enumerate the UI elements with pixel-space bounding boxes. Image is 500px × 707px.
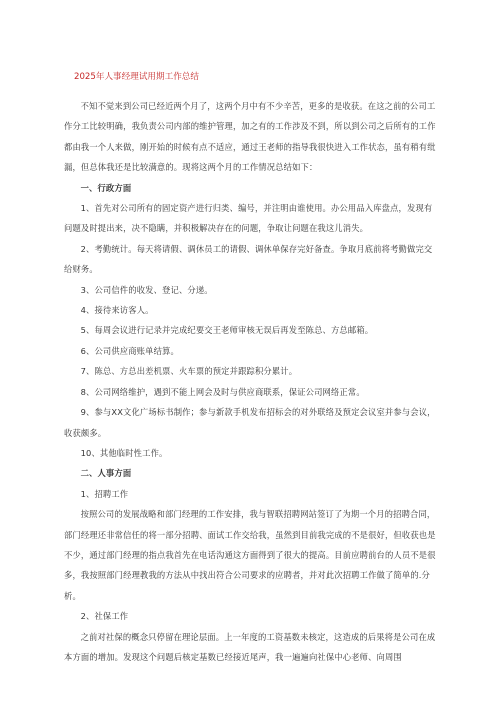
list-item: 10、其他临时性工作。 [80,447,168,458]
intro-paragraph: 不知不觉来到公司已经近两个月了，这两个月中有不少辛苦，更多的是收获。在这之前的公司工作分工比较明确，我负责公司内部的维护管理，加之有的工作涉及不到，所以到公司之后所有的工作都由我一个人来做，刚开始的时候有点不适应，通过王老师的指导我很快进入工作状态，虽有稍有纰漏，但总体我还是比较满意的。现将这两个月的工作情况总结如下： [64,101,436,173]
recruiting-paragraph: 按照公司的发展战略和部门经理的工作安排，我与智联招聘网站签订了为期一个月的招聘合同，部门经理还非常信任的将一部分招聘、面试工作交给我，虽然到目前我完成的不是很好，但收获也是不少，通过部门经理的指点我首先在电话沟通这方面得到了很大的提高。目前应聘前台的人员不是很多，我按照部门经理教我的方法从中找出符合公司要求的应聘者，并对此次招聘工作做了简单的.分析。 [64,509,436,601]
list-item: 5、每周会议进行记录并完成纪要交王老师审核无误后再发至陈总、方总邮箱。 [80,325,374,336]
list-item: 3、公司信件的收发、登记、分递。 [80,284,213,295]
list-item: 9、参与XX文化广场标书制作；参与新款手机发布招标会的对外联络及预定会议室并参与会议，收获颇多。 [64,407,436,438]
list-item: 1、首先对公司所有的固定资产进行归类、编号，并注明由谁使用。办公用品入库盘点，发现有问题及时提出来，决不隐瞒，并积极解决存在的问题，争取让问题在我这儿消失。 [64,203,433,234]
list-item: 4、接待来访客人。 [80,305,154,316]
document-body [64,96,438,667]
list-item: 8、公司网络维护，遇到不能上网会及时与供应商联系，保证公司网络正常。 [80,386,365,397]
subsection-heading-social-security: 2、社保工作 [80,611,129,622]
section-heading-admin: 一、行政方面 [80,182,132,193]
section-heading-hr: 二、人事方面 [80,468,132,479]
document-title: 2025年人事经理试用期工作总结 [74,72,199,82]
list-item: 7、陈总、方总出差机票、火车票的预定并跟踪积分累计。 [80,366,298,377]
list-item: 6、公司供应商账单结算。 [80,345,179,356]
subsection-heading-recruiting: 1、招聘工作 [80,488,129,499]
social-security-paragraph: 之前对社保的概念只停留在理论层面。上一年度的工资基数未核定，这造成的后果将是公司在成本方面的增加。发现这个问题后核定基数已经接近尾声，我一遍遍向社保中心老师、向周围 [64,631,436,662]
list-item: 2、考勤统计。每天将请假、调休员工的请假、调休单保存完好备查。争取月底前将考勤做完交给财务。 [64,243,433,275]
